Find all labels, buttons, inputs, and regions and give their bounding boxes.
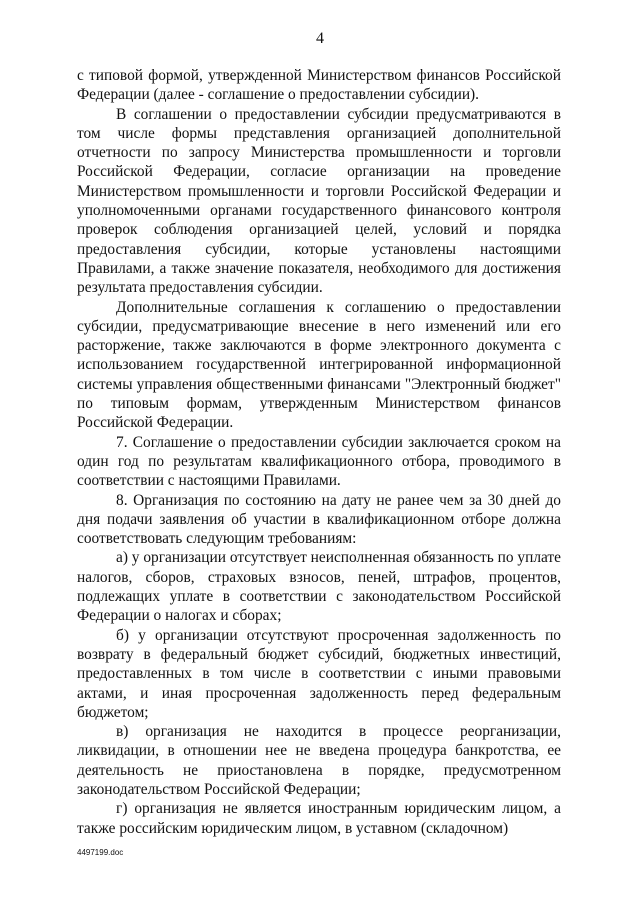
paragraph-additional-agreements: Дополнительные соглашения к соглашению о предоставлении субсидии, предусматривающие внесение в него изменений или его расторжение, также заключаются в форме электронного документа с использованием государственной интегрированной информационной системы управления общественными финансами "Электронный бюджет" по типовым формам, утвержденным Министерством финансов Российской Федерации. [77,298,561,432]
document-body [77,66,561,838]
paragraph-clause-7: 7. Соглашение о предоставлении субсидии заключается сроком на один год по результатам квалификационного отбора, проводимого в соответствии с настоящими Правилами. [77,433,561,490]
paragraph-item-g: г) организация не является иностранным юридическим лицом, а также российским юридическим лицом, в уставном (складочном) [77,800,561,837]
page-number: 4 [316,30,324,47]
paragraph-agreement-provisions: В соглашении о предоставлении субсидии предусматриваются в том числе формы представления организацией дополнительной отчетности по запросу Министерства промышленности и торговли Российской Федерации, согласие организации на проведение Министерством промышленности и торговли Российской Федерации и уполномоченными органами государственного финансового контроля проверок соблюдения организацией целей, условий и порядка предоставления субсидии, которые установлены настоящими Правилами, а также значение показателя, необходимого для достижения результата предоставления субсидии. [77,105,561,297]
paragraph-continuation: с типовой формой, утвержденной Министерством финансов Российской Федерации (далее - соглашение о предоставлении субсидии). [77,67,561,104]
paragraph-item-v: в) организация не находится в процессе реорганизации, ликвидации, в отношении нее не введена процедура банкротства, ее деятельность не приостановлена в порядке, предусмотренном законодательством Российской Федерации; [77,723,561,798]
paragraph-clause-8: 8. Организация по состоянию на дату не ранее чем за 30 дней до дня подачи заявления об участии в квалификационном отборе должна соответствовать следующим требованиям: [77,491,561,548]
paragraph-item-b: б) у организации отсутствуют просроченная задолженность по возврату в федеральный бюджет субсидий, бюджетных инвестиций, предоставленных в том числе в соответствии с иными правовыми актами, и иная просроченная задолженность перед федеральным бюджетом; [77,626,561,721]
footer-filename: 4497199.doc [77,848,124,857]
paragraph-item-a: а) у организации отсутствует неисполненная обязанность по уплате налогов, сборов, страховых взносов, пеней, штрафов, процентов, подлежащих уплате в соответствии с законодательством Российской Федерации о налогах и сборах; [77,549,561,625]
